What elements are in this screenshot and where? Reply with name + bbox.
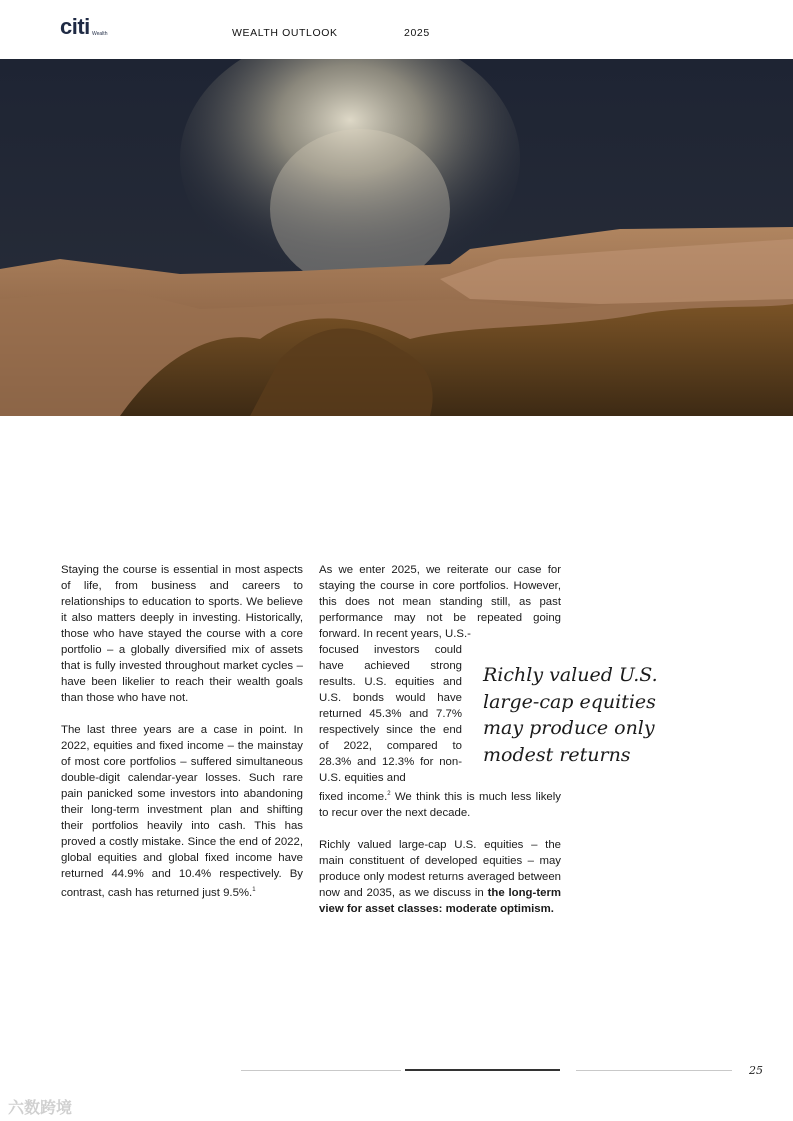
watermark: 六数跨境 xyxy=(8,1100,73,1117)
hero-image xyxy=(0,59,793,416)
paragraph: Staying the course is essential in most aspects of life, from business and careers to relationships to education to sports. We believe it also matters deeply in investing. Historically, those who have stayed the course with a core portfolio – a globally diversified mix of assets that is fully invested throughout market cycles – have been likelier to reach their wealth goals than those who have not. xyxy=(61,564,303,704)
paragraph xyxy=(319,837,561,917)
header-year: 2025 xyxy=(404,27,430,39)
cross-reference-link[interactable]: the long-term view for asset classes: moderate optimism. xyxy=(319,886,562,915)
footer-rule xyxy=(241,1070,401,1071)
pull-quote: Richly valued U.S. large-cap equities may produce only modest returns xyxy=(483,664,658,766)
page-number: 25 xyxy=(749,1064,763,1077)
paragraph-text: The last three years are a case in point. In 2022, equities and fixed income – the mainstay of most core portfolios – suffered simultaneous double-digit calendar-year losses. Such rare pain panicked some investors into abandoning their long-term investment plan and shifting their portfolios heavily into cash. This has proved a costly mistake. Since the end of 2022, global equities and global fixed income have returned 44.9% and 10.4% respectively. By contrast, cash has returned just 9.5%. xyxy=(61,724,303,899)
paragraph-text: fixed income. xyxy=(319,790,388,803)
paragraph xyxy=(61,722,303,901)
logo-subtitle: Wealth xyxy=(92,31,108,37)
paragraph-text: We think this is much less likely to recur over the next decade. xyxy=(319,790,561,819)
paragraph-text: Richly valued large-cap U.S. equities – the main constituent of developed equities – may produce only modest returns averaged between now and 2035, as we discuss in xyxy=(319,838,561,899)
paragraph-top: As we enter 2025, we reiterate our case for staying the course in core portfolios. However, this does not mean standing still, as past performance may not be repeated going forward. In recent years, U.S.- xyxy=(319,564,561,640)
footnote-marker: 2 xyxy=(387,791,391,797)
column-left xyxy=(61,562,303,917)
footnote-marker: 1 xyxy=(252,887,256,893)
page-header xyxy=(0,0,793,59)
header-title: WEALTH OUTLOOK xyxy=(232,27,338,39)
sea-rocks-illustration xyxy=(0,59,793,416)
footer-rule xyxy=(576,1070,732,1071)
citi-logo: citi xyxy=(60,14,90,39)
paragraph xyxy=(319,786,561,821)
paragraph-narrow: focused investors could have achieved strong results. U.S. equities and U.S. bonds would have returned 45.3% and 7.7% respectively since the end of 2022, compared to 28.3% and 12.3% for non-U.S. equities and xyxy=(319,644,462,784)
footer-rule-active xyxy=(405,1069,560,1071)
